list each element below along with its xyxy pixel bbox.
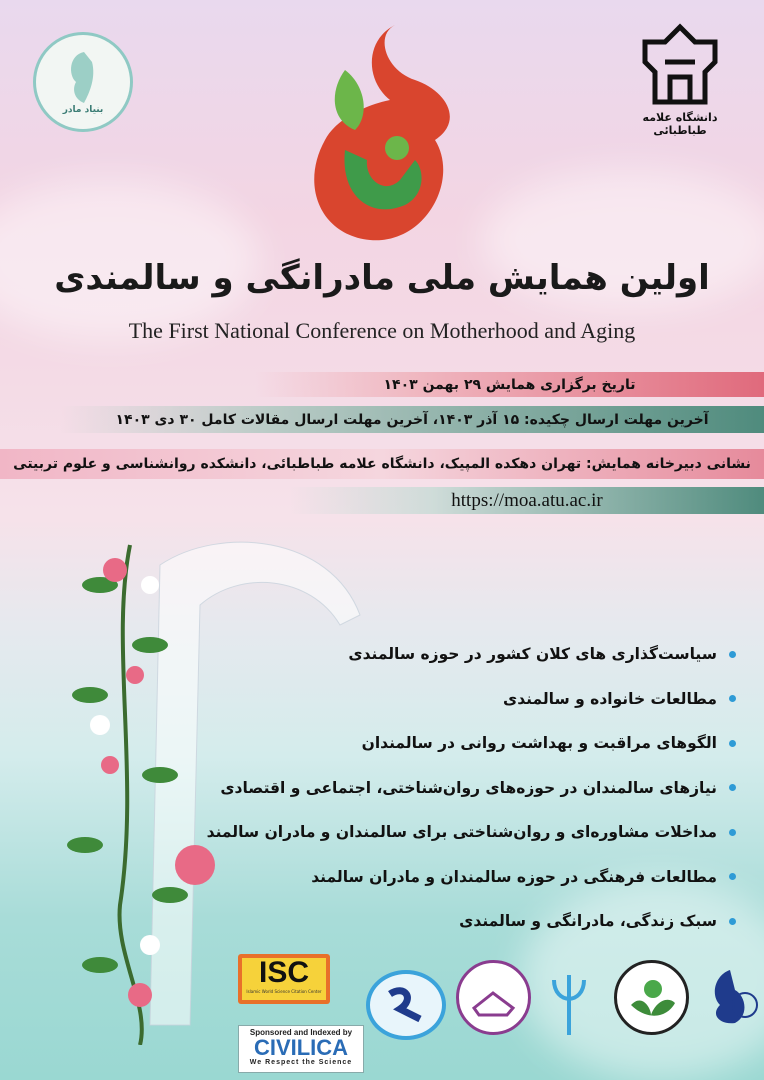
bullet-icon: [729, 740, 736, 747]
civilica-top-text: Sponsored and Indexed by: [249, 1028, 353, 1037]
bullet-icon: [729, 829, 736, 836]
partner-logo-blue-circle: [366, 970, 446, 1040]
topic-item: [207, 677, 736, 722]
social-workers-association-logo: [456, 960, 531, 1035]
submission-deadlines: آخرین مهلت ارسال چکیده: ۱۵ آذر ۱۴۰۳، آخرین مهلت ارسال مقالات کامل ۳۰ دی ۱۴۰۳: [60, 406, 764, 433]
bullet-icon: [729, 918, 736, 925]
bullet-icon: [729, 695, 736, 702]
title-persian: اولین همایش ملی مادرانگی و سالمندی: [54, 258, 710, 298]
topic-item: [207, 632, 736, 677]
psychology-association-logo: [544, 965, 594, 1040]
isc-label: ISC: [258, 956, 309, 989]
civilica-logo: [238, 1025, 364, 1073]
isc-logo: [238, 954, 330, 1004]
conference-website-link[interactable]: https://moa.atu.ac.ir: [290, 487, 764, 514]
bullet-icon: [729, 784, 736, 791]
bullet-icon: [729, 873, 736, 880]
isc-subtitle: Islamic World Science Citation Center: [246, 989, 322, 994]
counseling-association-logo: [614, 960, 689, 1035]
topic-item: [207, 855, 736, 900]
topic-text: سبک زندگی، مادرانگی و سالمندی: [459, 912, 717, 931]
conference-emblem: [285, 20, 485, 250]
secretariat-address: نشانی دبیرخانه همایش: تهران دهکده المپیک، دانشگاه علامه طباطبائی، دانشکده روانشناسی و علوم تربیتی: [0, 449, 764, 479]
gerontology-association-logo: [700, 965, 758, 1040]
topic-item: [207, 766, 736, 811]
topic-text: مطالعات خانواده و سالمندی: [502, 689, 717, 708]
topics-list: [207, 632, 736, 944]
civilica-bottom-text: We Respect the Science: [249, 1059, 353, 1066]
bullet-icon: [729, 651, 736, 658]
atu-university-logo: [620, 22, 740, 152]
mother-foundation-logo: [33, 32, 133, 132]
topic-text: الگوهای مراقبت و بهداشت روانی در سالمندان: [361, 734, 717, 753]
topic-text: سیاست‌گذاری های کلان کشور در حوزه سالمندی: [348, 645, 717, 664]
topic-text: مداخلات مشاوره‌ای و روان‌شناختی برای سالمندان و مادران سالمند: [206, 823, 717, 842]
topic-item: [207, 721, 736, 766]
topic-text: مطالعات فرهنگی در حوزه سالمندان و مادران سالمند: [311, 867, 717, 886]
title-english: The First National Conference on Motherhood and Aging: [128, 318, 636, 343]
topic-text: نیازهای سالمندان در حوزه‌های روان‌شناختی، اجتماعی و اقتصادی: [220, 778, 717, 797]
mother-foundation-label: بنیاد مادر: [62, 105, 104, 115]
atu-university-name: دانشگاه علامه طباطبائی: [642, 111, 718, 137]
topic-item: [207, 899, 736, 944]
topic-item: [207, 810, 736, 855]
conference-date: تاریخ برگزاری همایش ۲۹ بهمن ۱۴۰۳: [255, 372, 764, 397]
civilica-label: CIVILICA: [253, 1035, 349, 1060]
